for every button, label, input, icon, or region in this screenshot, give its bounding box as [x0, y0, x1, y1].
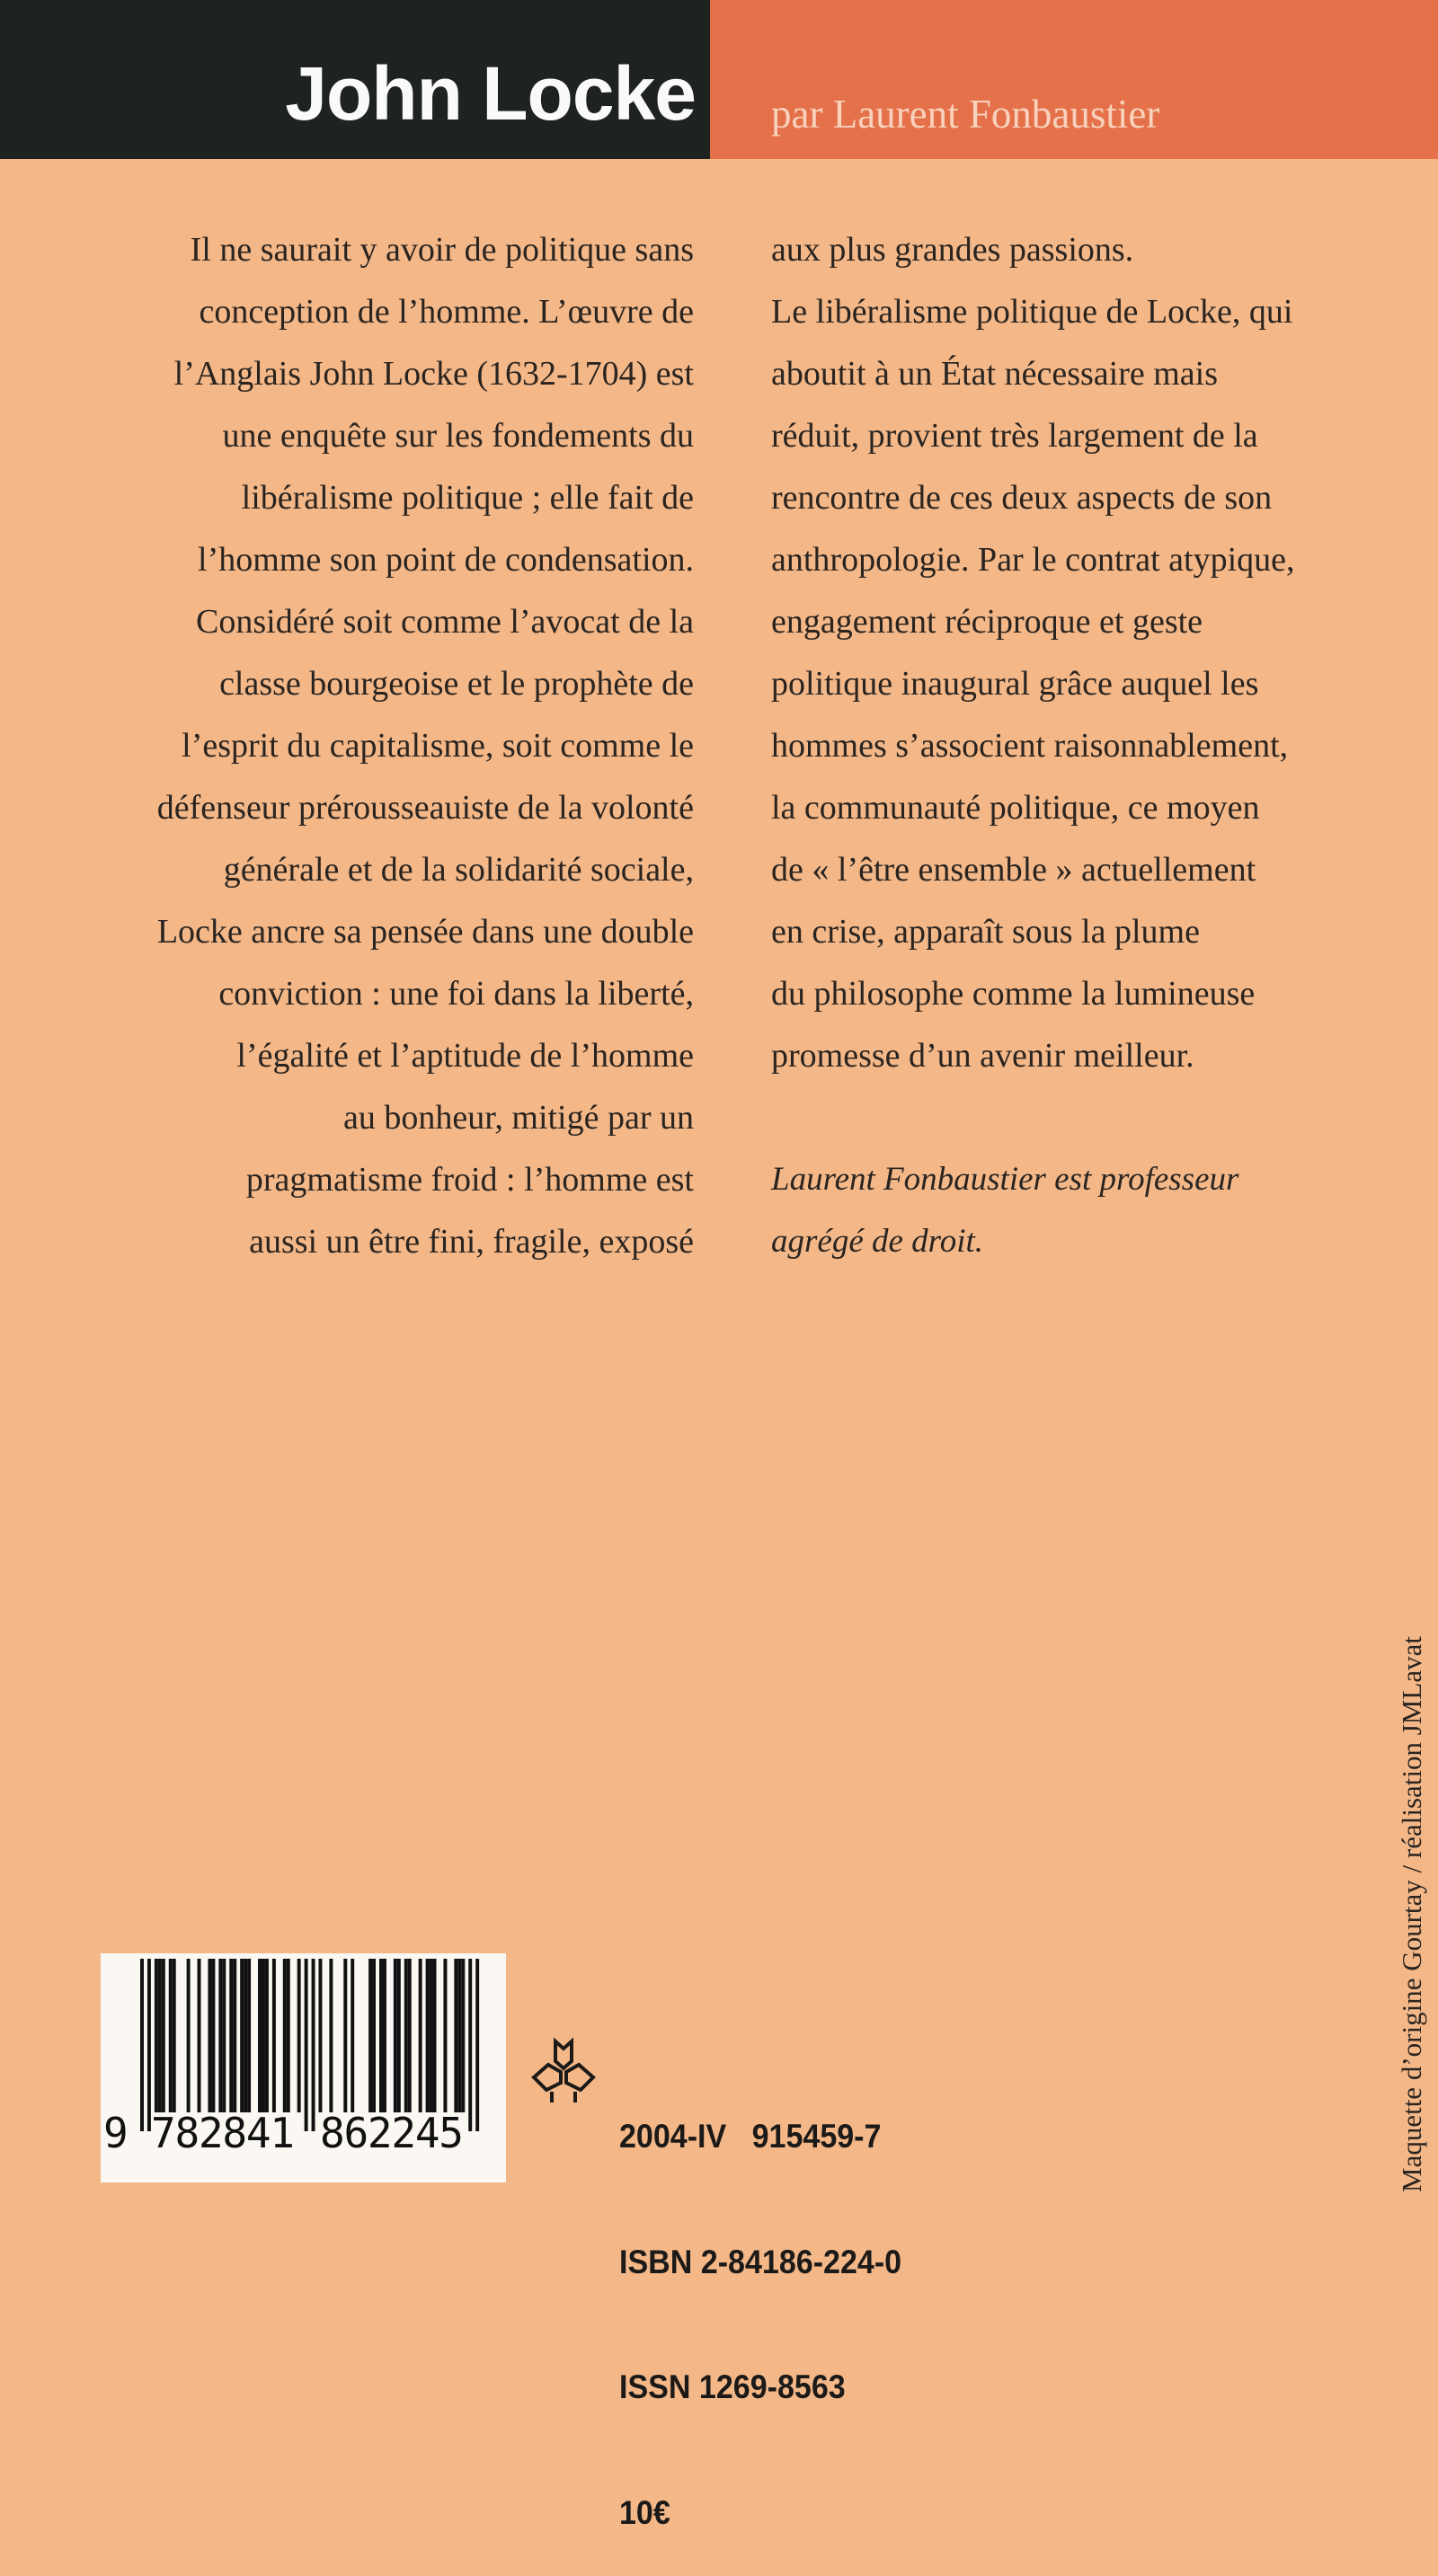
barcode-bar: [265, 1959, 269, 2112]
barcode-first-digit: 9: [103, 2109, 129, 2157]
barcode-bar: [258, 1959, 262, 2112]
blurb-line: au bonheur, mitigé par un: [343, 1099, 694, 1137]
barcode-bar: [404, 1959, 408, 2112]
barcode-bar: [297, 1959, 301, 2112]
isbn: ISBN 2-84186-224-0: [619, 2243, 902, 2280]
barcode-bar: [211, 1959, 215, 2112]
barcode-bar: [426, 1959, 430, 2112]
blurb-line: en crise, apparaît sous la plume: [771, 913, 1200, 951]
barcode-bar: [244, 1959, 247, 2112]
barcode-bar: [208, 1959, 211, 2112]
barcode: [101, 1953, 506, 2182]
author-note-line: agrégé de droit.: [771, 1223, 984, 1260]
barcode-bar: [247, 1959, 251, 2112]
blurb-line: une enquête sur les fondements du: [222, 417, 694, 455]
barcode-bar: [218, 1959, 222, 2112]
barcode-bar: [198, 1959, 201, 2112]
blurb-line: libéralisme politique ; elle fait de: [241, 479, 694, 517]
barcode-bar: [287, 1959, 290, 2112]
barcode-bar: [173, 1959, 176, 2112]
barcode-bar: [383, 1959, 386, 2112]
barcode-bar: [158, 1959, 162, 2112]
blurb-line: Considéré soit comme l’avocat de la: [196, 603, 694, 641]
blurb-line: défenseur prérousseauiste de la volonté: [156, 789, 694, 827]
barcode-bar: [147, 1959, 151, 2131]
blurb-line: l’esprit du capitalisme, soit comme le: [182, 727, 694, 765]
blurb-line: conception de l’homme. L’œuvre de: [199, 293, 694, 331]
barcode-bar: [408, 1959, 412, 2112]
barcode-bar: [457, 1959, 461, 2112]
barcode-bar: [140, 1959, 144, 2131]
barcode-bar: [433, 1959, 437, 2112]
author-byline: par Laurent Fonbaustier: [771, 92, 1160, 137]
barcode-left-digits: 782841: [151, 2109, 295, 2157]
barcode-bar: [187, 1959, 191, 2112]
barcode-bar: [262, 1959, 265, 2112]
blurb-line: l’homme son point de condensation.: [198, 541, 694, 579]
barcode-bar: [443, 1959, 447, 2112]
price: 10€: [619, 2493, 670, 2531]
edition-number: 2004-IV 915459-7: [619, 2118, 882, 2155]
barcode-bar: [305, 1959, 308, 2131]
blurb-right-column: [771, 219, 1295, 1087]
barcode-bar: [155, 1959, 158, 2112]
barcode-bar: [283, 1959, 287, 2112]
publisher-logo-icon: [530, 2038, 598, 2105]
blurb-line: aussi un être fini, fragile, exposé: [249, 1223, 694, 1261]
barcode-bar: [351, 1959, 354, 2112]
blurb-line: conviction : une foi dans la liberté,: [218, 975, 694, 1013]
barcode-bar: [240, 1959, 244, 2112]
author-note-line: Laurent Fonbaustier est professeur: [771, 1161, 1239, 1198]
blurb-line: engagement réciproque et geste: [771, 603, 1203, 641]
blurb-line: politique inaugural grâce auquel les: [771, 665, 1259, 703]
issn: ISSN 1269-8563: [619, 2368, 846, 2405]
barcode-bar: [233, 1959, 236, 2112]
blurb-line: promesse d’un avenir meilleur.: [771, 1037, 1194, 1075]
book-title: John Locke: [285, 51, 696, 136]
blurb-line: aux plus grandes passions.: [771, 231, 1134, 269]
blurb-line: hommes s’associent raisonnablement,: [771, 727, 1289, 765]
barcode-bar: [468, 1959, 472, 2131]
blurb-line: classe bourgeoise et le prophète de: [219, 665, 694, 703]
barcode-bar: [312, 1959, 315, 2131]
barcode-bar: [329, 1959, 333, 2112]
barcode-bar: [272, 1959, 276, 2112]
blurb-line: la communauté politique, ce moyen: [771, 789, 1260, 827]
barcode-bar: [454, 1959, 457, 2112]
blurb-line: l’Anglais John Locke (1632-1704) est: [173, 355, 694, 393]
barcode-bar: [169, 1959, 173, 2112]
barcode-bar: [319, 1959, 323, 2112]
blurb-line: Le libéralisme politique de Locke, qui: [771, 293, 1293, 331]
barcode-bar: [475, 1959, 479, 2131]
design-credits: Maquette d’origine Gourtay / réalisation JMLavat: [1396, 1636, 1427, 2192]
barcode-right-digits: 862245: [320, 2109, 464, 2157]
blurb-line: du philosophe comme la lumineuse: [771, 975, 1256, 1013]
blurb-line: réduit, provient très largement de la: [771, 417, 1258, 455]
author-note: [771, 1148, 1238, 1272]
barcode-bar: [343, 1959, 347, 2112]
barcode-bars: [101, 1953, 506, 2182]
blurb-line: rencontre de ces deux aspects de son: [771, 479, 1273, 517]
blurb-line: générale et de la solidarité sociale,: [223, 851, 694, 889]
barcode-bar: [430, 1959, 433, 2112]
barcode-bar: [222, 1959, 226, 2112]
barcode-bar: [229, 1959, 233, 2112]
blurb-line: l’égalité et l’aptitude de l’homme: [236, 1037, 694, 1075]
blurb-line: anthropologie. Par le contrat atypique,: [771, 541, 1295, 579]
barcode-bar: [394, 1959, 397, 2112]
blurb-line: aboutit à un État nécessaire mais: [771, 355, 1218, 393]
publication-info: [619, 2032, 926, 2576]
blurb-line: Il ne saurait y avoir de politique sans: [190, 231, 694, 269]
barcode-bar: [419, 1959, 422, 2112]
blurb-line: Locke ancre sa pensée dans une double: [156, 913, 694, 951]
barcode-bar: [461, 1959, 465, 2112]
barcode-bar: [379, 1959, 383, 2112]
blurb-left-column: [157, 219, 694, 1273]
blurb-line: pragmatisme froid : l’homme est: [245, 1161, 694, 1199]
barcode-bar: [368, 1959, 372, 2112]
blurb-line: de « l’être ensemble » actuellement: [771, 851, 1256, 889]
barcode-bar: [162, 1959, 165, 2112]
barcode-bar: [397, 1959, 401, 2112]
barcode-bar: [372, 1959, 376, 2112]
